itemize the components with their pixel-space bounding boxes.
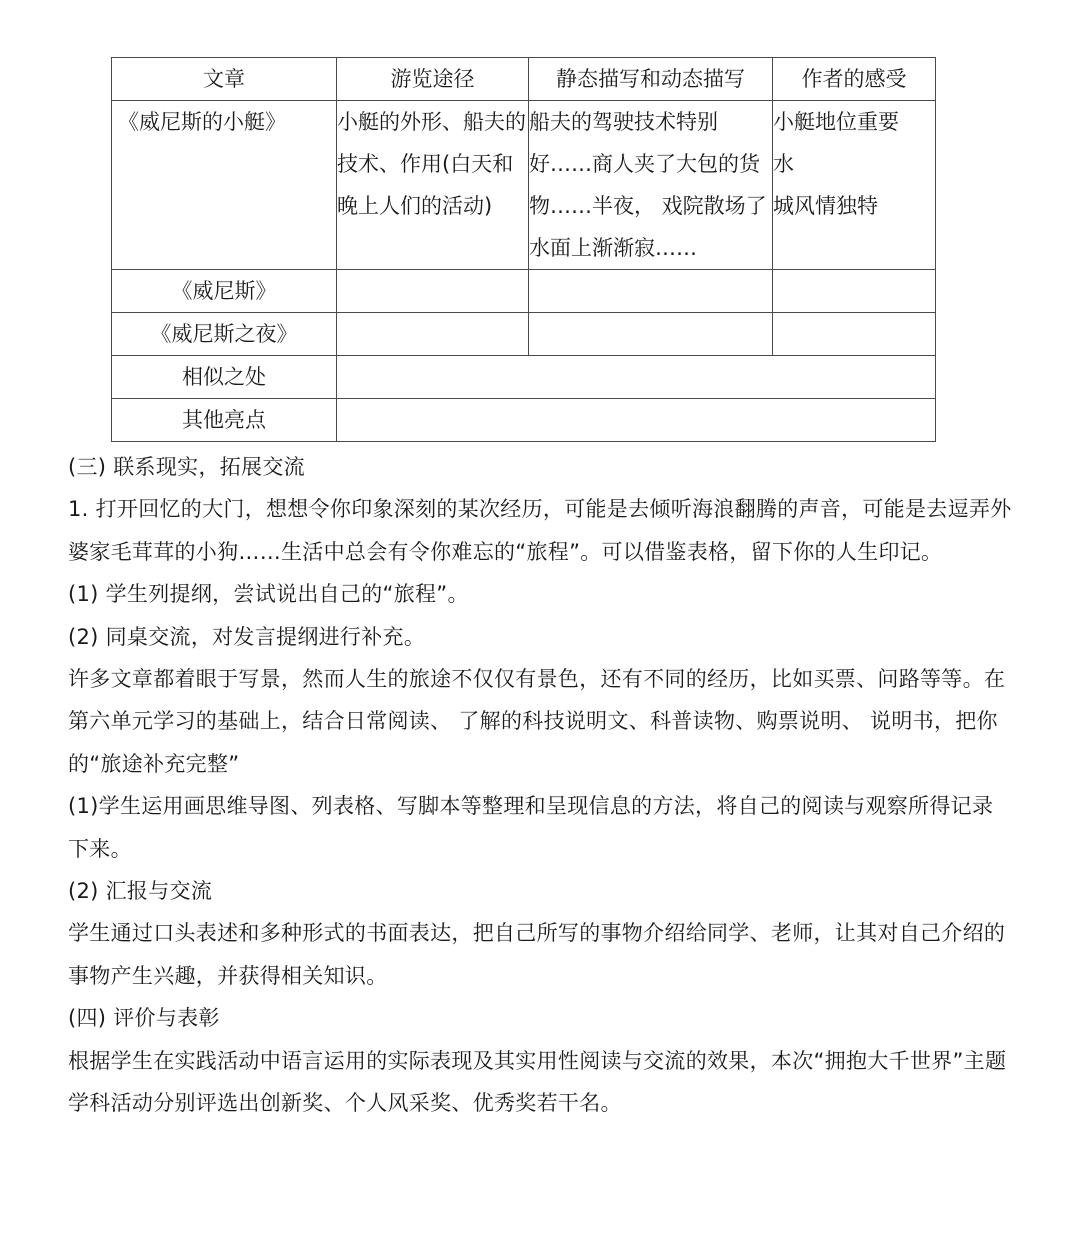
header-route: 游览途径 bbox=[337, 58, 529, 101]
step-4: (2) 汇报与交流 bbox=[68, 879, 213, 904]
paragraph-awards: 根据学生在实践活动中语言运用的实际表现及其实用性阅读与交流的效果，本次“拥抱大千世界”主题学科活动分别评选出创新奖、个人风采奖、优秀奖若干名。 bbox=[68, 1048, 1007, 1116]
feeling-line-3: 城风情独特 bbox=[773, 194, 878, 218]
cell-similarities: 相似之处 bbox=[112, 356, 337, 399]
empty-cell bbox=[337, 270, 529, 313]
empty-merged-cell bbox=[337, 356, 936, 399]
section-3-title: (三) 联系现实，拓展交流 bbox=[68, 455, 305, 479]
cell-feeling bbox=[773, 101, 936, 270]
empty-cell bbox=[529, 270, 773, 313]
header-feeling: 作者的感受 bbox=[773, 58, 936, 101]
empty-merged-cell bbox=[337, 399, 936, 442]
step-1: (1) 学生列提纲，尝试说出自己的“旅程”。 bbox=[68, 582, 469, 607]
table-row bbox=[112, 313, 936, 356]
cell-article-venice-night: 《威尼斯之夜》 bbox=[112, 313, 337, 356]
step-2: (2) 同桌交流，对发言提纲进行补充。 bbox=[68, 624, 426, 649]
comparison-table bbox=[111, 57, 936, 442]
cell-route: 小艇的外形、船夫的技术、作用(白天和晚上人们的活动) bbox=[337, 101, 529, 270]
table-row bbox=[112, 399, 936, 442]
table-row bbox=[112, 101, 936, 270]
table-row bbox=[112, 270, 936, 313]
table-header-row bbox=[112, 58, 936, 101]
cell-article-venice: 《威尼斯》 bbox=[112, 270, 337, 313]
document-body bbox=[68, 446, 1012, 1125]
empty-cell bbox=[773, 313, 936, 356]
table-row bbox=[112, 356, 936, 399]
cell-description: 船夫的驾驶技术特别好……商人夹了大包的货物……半夜， 戏院散场了水面上渐渐寂…… bbox=[529, 101, 773, 270]
feeling-line-2: 水 bbox=[773, 152, 794, 176]
feeling-line-1: 小艇地位重要 bbox=[773, 110, 899, 134]
step-3: (1)学生运用画思维导图、列表格、写脚本等整理和呈现信息的方法，将自己的阅读与观察所得记录下来。 bbox=[68, 794, 994, 861]
cell-article-venice-boat: 《威尼斯的小艇》 bbox=[112, 101, 337, 270]
section-4-title: (四) 评价与表彰 bbox=[68, 1006, 220, 1031]
empty-cell bbox=[529, 313, 773, 356]
cell-highlights: 其他亮点 bbox=[112, 399, 337, 442]
item-1-paragraph: 1. 打开回忆的大门，想想令你印象深刻的某次经历，可能是去倾听海浪翻腾的声音，可能是去逗弄外婆家毛茸茸的小狗……生活中总会有令你难忘的“旅程”。可以借鉴表格，留下你的人生印记。 bbox=[68, 497, 1012, 564]
paragraph-report: 学生通过口头表述和多种形式的书面表达，把自己所写的事物介绍给同学、老师，让其对自己介绍的事物产生兴趣，并获得相关知识。 bbox=[68, 921, 1006, 988]
header-article: 文章 bbox=[112, 58, 337, 101]
empty-cell bbox=[337, 313, 529, 356]
paragraph-journey: 许多文章都着眼于写景，然而人生的旅途不仅仅有景色，还有不同的经历，比如买票、问路等等。在第六单元学习的基础上，结合日常阅读、 了解的科技说明文、科普读物、购票说明、 说明书，把你的“旅途补充完整” bbox=[68, 667, 1006, 776]
header-description: 静态描写和动态描写 bbox=[529, 58, 773, 101]
empty-cell bbox=[773, 270, 936, 313]
